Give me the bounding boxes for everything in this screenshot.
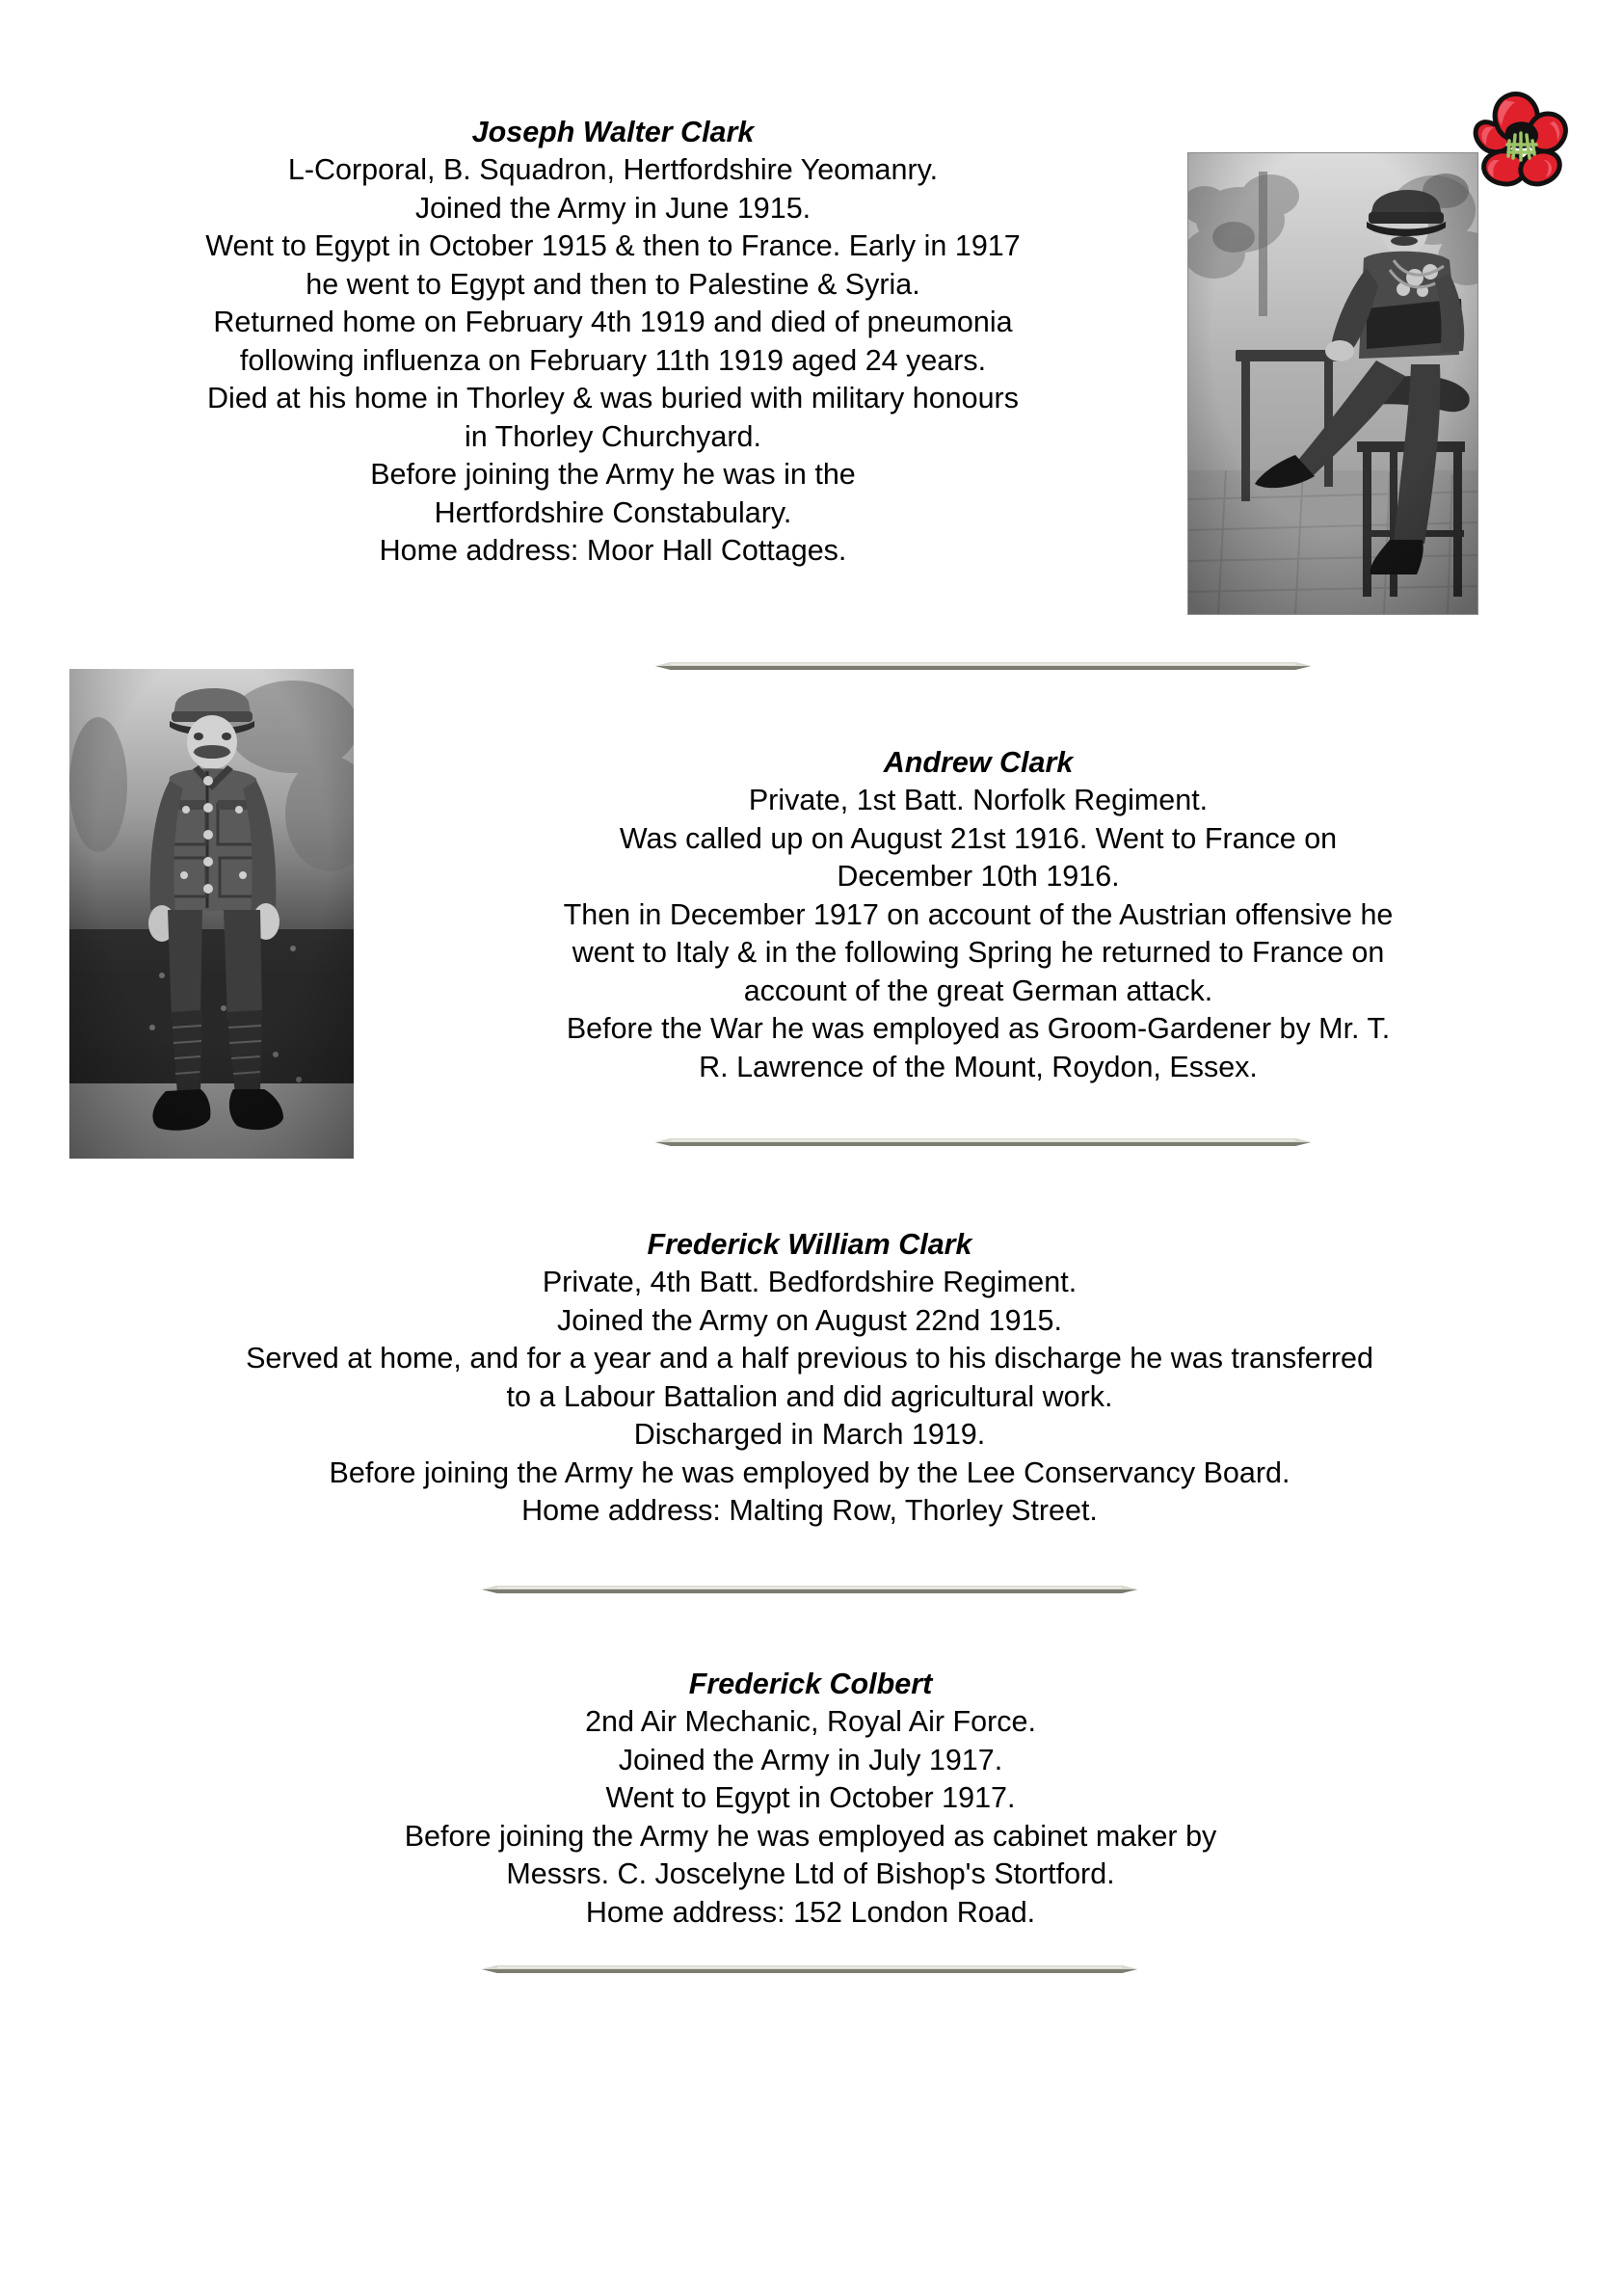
beveled-horizontal-rule — [482, 1962, 1137, 1976]
entry-frederick-colbert — [170, 1666, 1451, 1932]
entry-joseph-walter-clark — [50, 114, 1176, 571]
entry-line: Discharged in March 1919. — [633, 1418, 986, 1452]
entry-name: Andrew Clark — [883, 746, 1074, 779]
entry-line: account of the great German attack. — [743, 974, 1213, 1007]
entry-line: Before joining the Army he was in the — [370, 458, 856, 492]
photo-andrew-clark — [69, 669, 354, 1159]
entry-line: Home address: Moor Hall Cottages. — [379, 534, 847, 568]
entry-name: Frederick Colbert — [688, 1668, 933, 1700]
entry-line: Before the War he was employed as Groom-Gardener by Mr. T. — [566, 1012, 1391, 1046]
entry-line: Hertfordshire Constabulary. — [434, 495, 792, 529]
entry-line: Was called up on August 21st 1916. Went to France on — [619, 821, 1338, 855]
entry-frederick-william-clark — [33, 1226, 1586, 1531]
entry-line: Served at home, and for a year and a half previous to his discharge he was transferred — [246, 1342, 1373, 1375]
entry-line: Died at his home in Thorley & was buried with military honours — [207, 382, 1019, 415]
entry-line: Before joining the Army he was employed by the Lee Conservancy Board. — [329, 1455, 1290, 1489]
entry-name: Joseph Walter Clark — [471, 116, 755, 148]
entry-line: 2nd Air Mechanic, Royal Air Force. — [585, 1705, 1036, 1739]
entry-line: R. Lawrence of the Mount, Roydon, Essex. — [699, 1050, 1258, 1083]
entry-line: Joined the Army in June 1915. — [414, 191, 812, 225]
entry-line: Private, 1st Batt. Norfolk Regiment. — [748, 784, 1209, 817]
poppy-flower-icon — [1463, 85, 1577, 193]
beveled-horizontal-rule — [655, 1135, 1311, 1149]
entry-line: Private, 4th Batt. Bedfordshire Regiment. — [542, 1266, 1078, 1299]
entry-line: to a Labour Battalion and did agricultural work. — [506, 1379, 1113, 1413]
entry-andrew-clark — [405, 744, 1552, 1086]
entry-line: December 10th 1916. — [837, 860, 1120, 894]
entry-name: Frederick William Clark — [647, 1228, 972, 1261]
entry-line: Went to Egypt in October 1915 & then to France. Early in 1917 — [205, 229, 1021, 263]
photo-joseph-walter-clark — [1187, 152, 1478, 615]
entry-line: Before joining the Army he was employed as cabinet maker by — [404, 1819, 1217, 1853]
entry-line: L-Corporal, B. Squadron, Hertfordshire Yeomanry. — [287, 153, 939, 187]
entry-line: he went to Egypt and then to Palestine & Syria. — [306, 267, 920, 301]
entry-line: Messrs. C. Joscelyne Ltd of Bishop's Stortford. — [506, 1857, 1115, 1891]
entry-line: Returned home on February 4th 1919 and died of pneumonia — [213, 306, 1013, 339]
entry-line: Went to Egypt in October 1917. — [605, 1781, 1016, 1815]
entry-line: Home address: 152 London Road. — [585, 1895, 1036, 1929]
entry-line: went to Italy & in the following Spring he returned to France on — [572, 936, 1385, 970]
entry-line: Joined the Army on August 22nd 1915. — [557, 1303, 1062, 1337]
entry-line: Joined the Army in July 1917. — [618, 1743, 1003, 1776]
entry-line: following influenza on February 11th 1919 aged 24 years. — [239, 343, 987, 377]
beveled-horizontal-rule — [482, 1583, 1137, 1596]
beveled-horizontal-rule — [655, 659, 1311, 673]
entry-line: Then in December 1917 on account of the Austrian offensive he — [563, 897, 1394, 931]
entry-line: Home address: Malting Row, Thorley Street. — [521, 1494, 1098, 1528]
entry-line: in Thorley Churchyard. — [465, 419, 761, 453]
